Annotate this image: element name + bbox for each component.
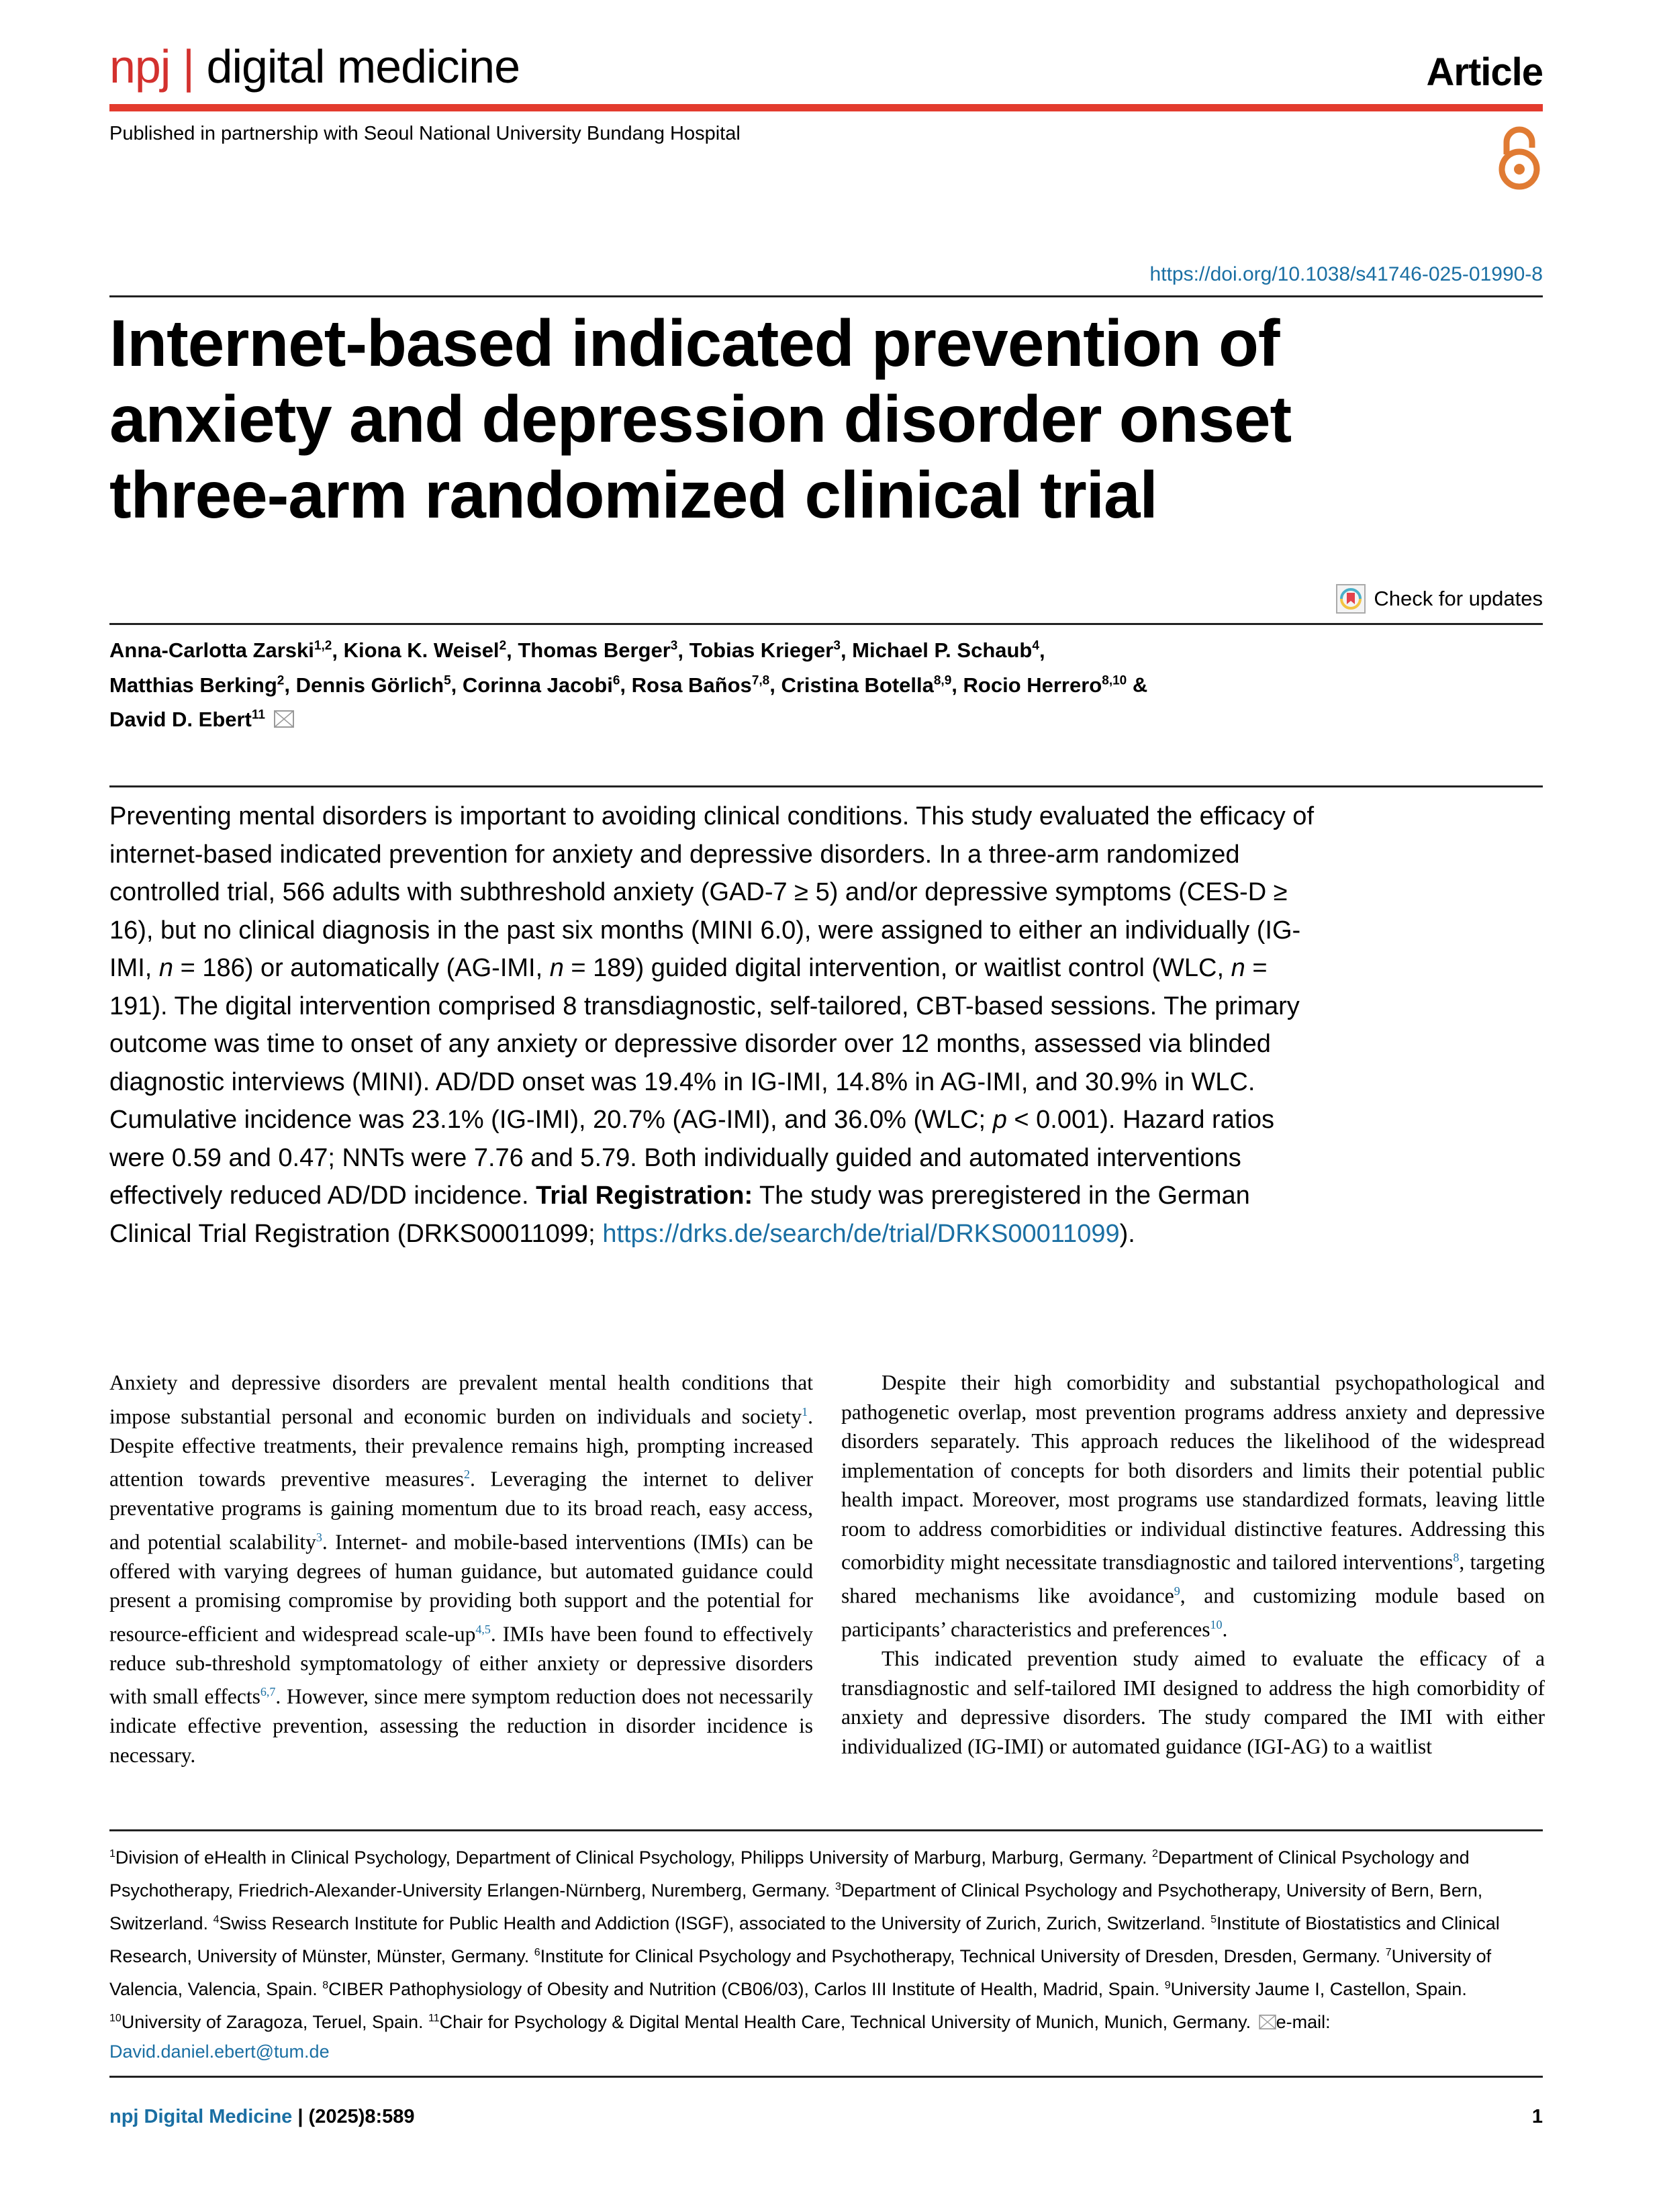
- journal-prefix: npj: [109, 40, 171, 93]
- affiliations: $^1$Division of eHealth in Clinical Psychology, Department of Clinical Psychology, Philipps University of Marburg, Marburg, Germany. $^2$Department of Clinical Psychology and Psychotherapy, Friedrich-Alexander-University Erlangen-Nürnberg, Nuremberg, Germany. $^3$Department of Clinical Psychology and Psychotherapy, University of Bern, Bern, Switzerland. $^4$Swiss Research Institute for Public Health and Addiction (ISGF), associated to the University of Zurich, Zurich, Switzerland. $^5$Institute of Biostatistics and Clinical Research, University of Münster, Münster, Germany. $^6$Institute for Clinical Psychology and Psychotherapy, Technical University of Dresden, Dresden, Germany. $^7$University of Valencia, Valencia, Spain. $^8$CIBER Pathophysiology of Obesity and Nutrition (CB06/03), Carlos III Institute of Health, Madrid, Spain. $^9$University Jaume I, Castellon, Spain. $^{10}$University of Zaragoza, Teruel, Spain. $^{11}$Chair for Psychology & Digital Mental Health Care, Technical University of Munich, Munich, Germany. e-mail: David.daniel.ebert@tum.de: [109, 1847, 1500, 2062]
- author[interactable]: Anna-Carlotta Zarski$^{1,2}$: [109, 638, 332, 663]
- check-for-updates-icon: [1336, 584, 1366, 614]
- body-column-right: [841, 1368, 1545, 1761]
- paragraph: Despite their high comorbidity and substantial psychopathological and pathogenetic overlap, most prevention programs address anxiety and depressive disorders separately. This approach reduces the likelihood of the widespread implementation of concepts for both disorders and limits their potential public health impact. Moreover, most programs use standardized formats, leaving little room to address comorbidities or individual distinctive features. Addressing this comorbidity might necessitate transdiagnostic and tailored interventions$^8$, targeting shared mechanisms like avoidance$^9$, and customizing module based on participants’ characteristics and preferences$^{10}$.: [841, 1371, 1545, 1641]
- title-line: Internet-based indicated prevention of: [109, 306, 1280, 380]
- author[interactable]: Corinna Jacobi$^6$: [462, 673, 620, 697]
- mail-icon[interactable]: [274, 710, 294, 728]
- affiliations-rule: [109, 1829, 1543, 1831]
- article-type-label: Article: [1426, 50, 1543, 94]
- footer-journal-link[interactable]: npj Digital Medicine: [109, 2106, 293, 2127]
- author[interactable]: Matthias Berking$^2$: [109, 673, 285, 697]
- author[interactable]: Rocio Herrero$^{8,10}$: [963, 673, 1127, 697]
- citation-link[interactable]: 2: [463, 1468, 470, 1481]
- title-line: three-arm randomized clinical trial: [109, 458, 1157, 532]
- open-access-icon: [1496, 125, 1543, 192]
- citation-link[interactable]: 6,7: [260, 1685, 276, 1698]
- citation-link[interactable]: 10: [1210, 1618, 1223, 1631]
- authors-rule: [109, 623, 1543, 625]
- author-list: Anna-Carlotta Zarski$^{1,2}$, Kiona K. Weisel$^2$, Thomas Berger$^3$, Tobias Krieger$^3$, Michael P. Schaub$^4$, Matthias Berking$^2$, Dennis Görlich$^5$, Corinna Jacobi$^6$, Rosa Baños$^{7,8}$, Cristina Botella$^{8,9}$, Rocio Herrero$^{8,10}$ & David D. Ebert$^{11}$: [109, 638, 1148, 731]
- doi-link[interactable]: https://doi.org/10.1038/s41746-025-01990-8: [1149, 263, 1543, 285]
- paragraph: Anxiety and depressive disorders are prevalent mental health conditions that impose substantial personal and economic burden on individuals and society$^1$. Despite effective treatments, their prevalence remains high, prompting increased attention towards preventive measures$^2$. Leveraging the internet to deliver preventative programs is gaining momentum due to its broad reach, easy access, and potential scalability$^3$. Internet- and mobile-based interventions (IMIs) can be offered with varying degrees of human guidance, but automated guidance could present a promising compromise by providing both support and the potential for resource-efficient and widespread scale-up$^{4,5}$. IMIs have been found to effectively reduce sub-threshold symptomatology of either anxiety or depressive disorders with small effects$^{6,7}$. However, since mere symptom reduction does not necessarily indicate effective prevention, assessing the reduction in disorder incidence is necessary.: [109, 1371, 813, 1767]
- author[interactable]: Rosa Baños$^{7,8}$: [631, 673, 770, 697]
- email-label: e-mail:: [1276, 2012, 1331, 2032]
- journal-name: digital medicine: [206, 40, 520, 93]
- footer-rule: [109, 2076, 1543, 2078]
- authors-conjunction: &: [1132, 673, 1148, 697]
- author[interactable]: David D. Ebert$^{11}$: [109, 707, 265, 731]
- trial-registration-label: Trial Registration:: [536, 1182, 753, 1210]
- partnership-note: Published in partnership with Seoul National University Bundang Hospital: [109, 123, 741, 144]
- article-title: [109, 305, 1519, 533]
- author[interactable]: Cristina Botella$^{8,9}$: [781, 673, 952, 697]
- title-rule: [109, 295, 1543, 297]
- citation-link[interactable]: 8: [1453, 1551, 1460, 1564]
- paragraph: This indicated prevention study aimed to evaluate the efficacy of a transdiagnostic and self-tailored IMI designed to address the high comorbidity of anxiety and depressive disorders. The study compared the IMI with either individualized (IG-IMI) or automated guidance (IGI-AG) to a waitlist: [841, 1647, 1545, 1758]
- title-line: anxiety and depression disorder onset: [109, 382, 1292, 456]
- author[interactable]: Kiona K. Weisel$^2$: [343, 638, 507, 663]
- check-for-updates-button[interactable]: [1336, 584, 1543, 614]
- email-link[interactable]: David.daniel.ebert@tum.de: [109, 2041, 330, 2062]
- citation-link[interactable]: 1: [802, 1404, 808, 1418]
- author[interactable]: Dennis Görlich$^5$: [295, 673, 451, 697]
- trial-registration-link[interactable]: https://drks.de/search/de/trial/DRKS00011099: [602, 1219, 1120, 1248]
- citation-link[interactable]: 3: [316, 1530, 322, 1544]
- author[interactable]: Michael P. Schaub$^4$: [852, 638, 1039, 663]
- citation-link[interactable]: 4,5: [475, 1622, 491, 1636]
- journal-logo: [109, 40, 520, 93]
- journal-separator: |: [182, 40, 195, 93]
- check-for-updates-label: Check for updates: [1374, 587, 1543, 610]
- body-column-left: [109, 1368, 813, 1770]
- citation-link[interactable]: 9: [1174, 1584, 1180, 1598]
- mail-icon: [1259, 2015, 1276, 2029]
- author[interactable]: Tobias Krieger$^3$: [689, 638, 841, 663]
- author[interactable]: Thomas Berger$^3$: [518, 638, 678, 663]
- abstract-rule: [109, 785, 1543, 787]
- page-number: 1: [1531, 2106, 1543, 2127]
- abstract: Preventing mental disorders is important to avoiding clinical conditions. This study evaluated the efficacy of internet-based indicated prevention for anxiety and depressive disorders. In a three-arm randomized controlled trial, 566 adults with subthreshold anxiety (GAD-7 ≥ 5) and/or depressive symptoms (CES-D ≥ 16), but no clinical diagnosis in the past six months (MINI 6.0), were assigned to either an individually (IG-IMI, n = 186) or automatically (AG-IMI, n = 189) guided digital intervention, or waitlist control (WLC, n = 191). The digital intervention comprised 8 transdiagnostic, self-tailored, CBT-based sessions. The primary outcome was time to onset of any anxiety or depressive disorder over 12 months, assessed via blinded diagnostic interviews (MINI). AD/DD onset was 19.4% in IG-IMI, 14.8% in AG-IMI, and 30.9% in WLC. Cumulative incidence was 23.1% (IG-IMI), 20.7% (AG-IMI), and 36.0% (WLC; p < 0.001). Hazard ratios were 0.59 and 0.47; NNTs were 7.76 and 5.79. Both individually guided and automated interventions effectively reduced AD/DD incidence. Trial Registration: The study was preregistered in the German Clinical Trial Registration (DRKS00011099; https://drks.de/search/de/trial/DRKS00011099).: [109, 802, 1314, 1248]
- footer-citation: npj Digital Medicine | (2025)8:589: [109, 2106, 415, 2127]
- header-rule: [109, 104, 1543, 111]
